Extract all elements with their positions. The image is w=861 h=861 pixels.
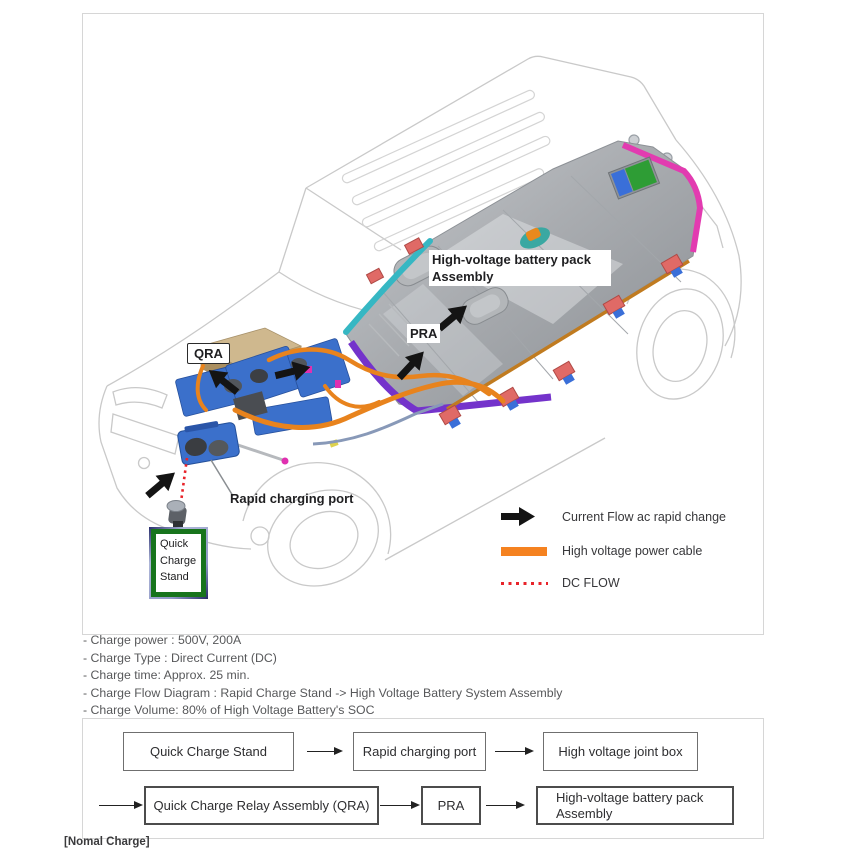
spec-line: - Charge Volume: 80% of High Voltage Battery's SOC <box>83 703 375 718</box>
pra-label: PRA <box>407 324 440 343</box>
quick-charge-stand-frame <box>151 529 206 597</box>
flow-connector-arrow <box>380 805 411 806</box>
legend-label: Current Flow ac rapid change <box>562 509 726 524</box>
flow-connector-arrow <box>486 805 516 806</box>
orange-bar-icon <box>501 547 549 556</box>
flow-box-pra: PRA <box>421 786 481 825</box>
black-arrow-icon <box>501 506 549 527</box>
flow-box-qra: Quick Charge Relay Assembly (QRA) <box>144 786 379 825</box>
spec-line: - Charge Type : Direct Current (DC) <box>83 650 277 665</box>
charge-flow-diagram <box>82 718 764 839</box>
spec-line: - Charge time: Approx. 25 min. <box>83 668 250 683</box>
legend-item <box>501 576 620 590</box>
charge-spec-list <box>83 632 562 720</box>
legend-label: High voltage power cable <box>562 544 703 558</box>
spec-line: - Charge power : 500V, 200A <box>83 633 242 647</box>
rear-wheel <box>624 279 736 410</box>
quick-charge-stand <box>149 527 208 599</box>
rapid-charging-port-label: Rapid charging port <box>230 491 354 506</box>
page-caption: [Nomal Charge] <box>64 836 150 848</box>
flow-connector-arrow <box>99 805 134 806</box>
illustration-panel <box>82 13 764 635</box>
spec-line: - Charge Flow Diagram : Rapid Charge Stand -> High Voltage Battery System Assembly <box>83 685 563 700</box>
red-dotted-icon <box>501 582 549 585</box>
quick-charge-stand-label: Quick Charge Stand <box>160 538 197 583</box>
flow-box-rapid-charging-port: Rapid charging port <box>353 732 486 771</box>
flow-box-quick-charge-stand: Quick Charge Stand <box>123 732 294 771</box>
flow-box-high-voltage-joint-box: High voltage joint box <box>543 732 698 771</box>
flow-connector-arrow <box>307 751 334 752</box>
qra-label: QRA <box>187 343 230 364</box>
charge-plug <box>167 501 187 529</box>
flow-box-battery-pack-assembly: High-voltage battery pack Assembly <box>536 786 734 825</box>
legend-item <box>501 544 702 558</box>
battery-pack-label: High-voltage battery pack Assembly <box>429 250 611 286</box>
legend-item <box>501 506 726 527</box>
legend-label: DC FLOW <box>562 576 620 590</box>
current-flow-arrow <box>141 465 181 503</box>
dc-flow-line <box>181 458 187 502</box>
flow-connector-arrow <box>495 751 525 752</box>
